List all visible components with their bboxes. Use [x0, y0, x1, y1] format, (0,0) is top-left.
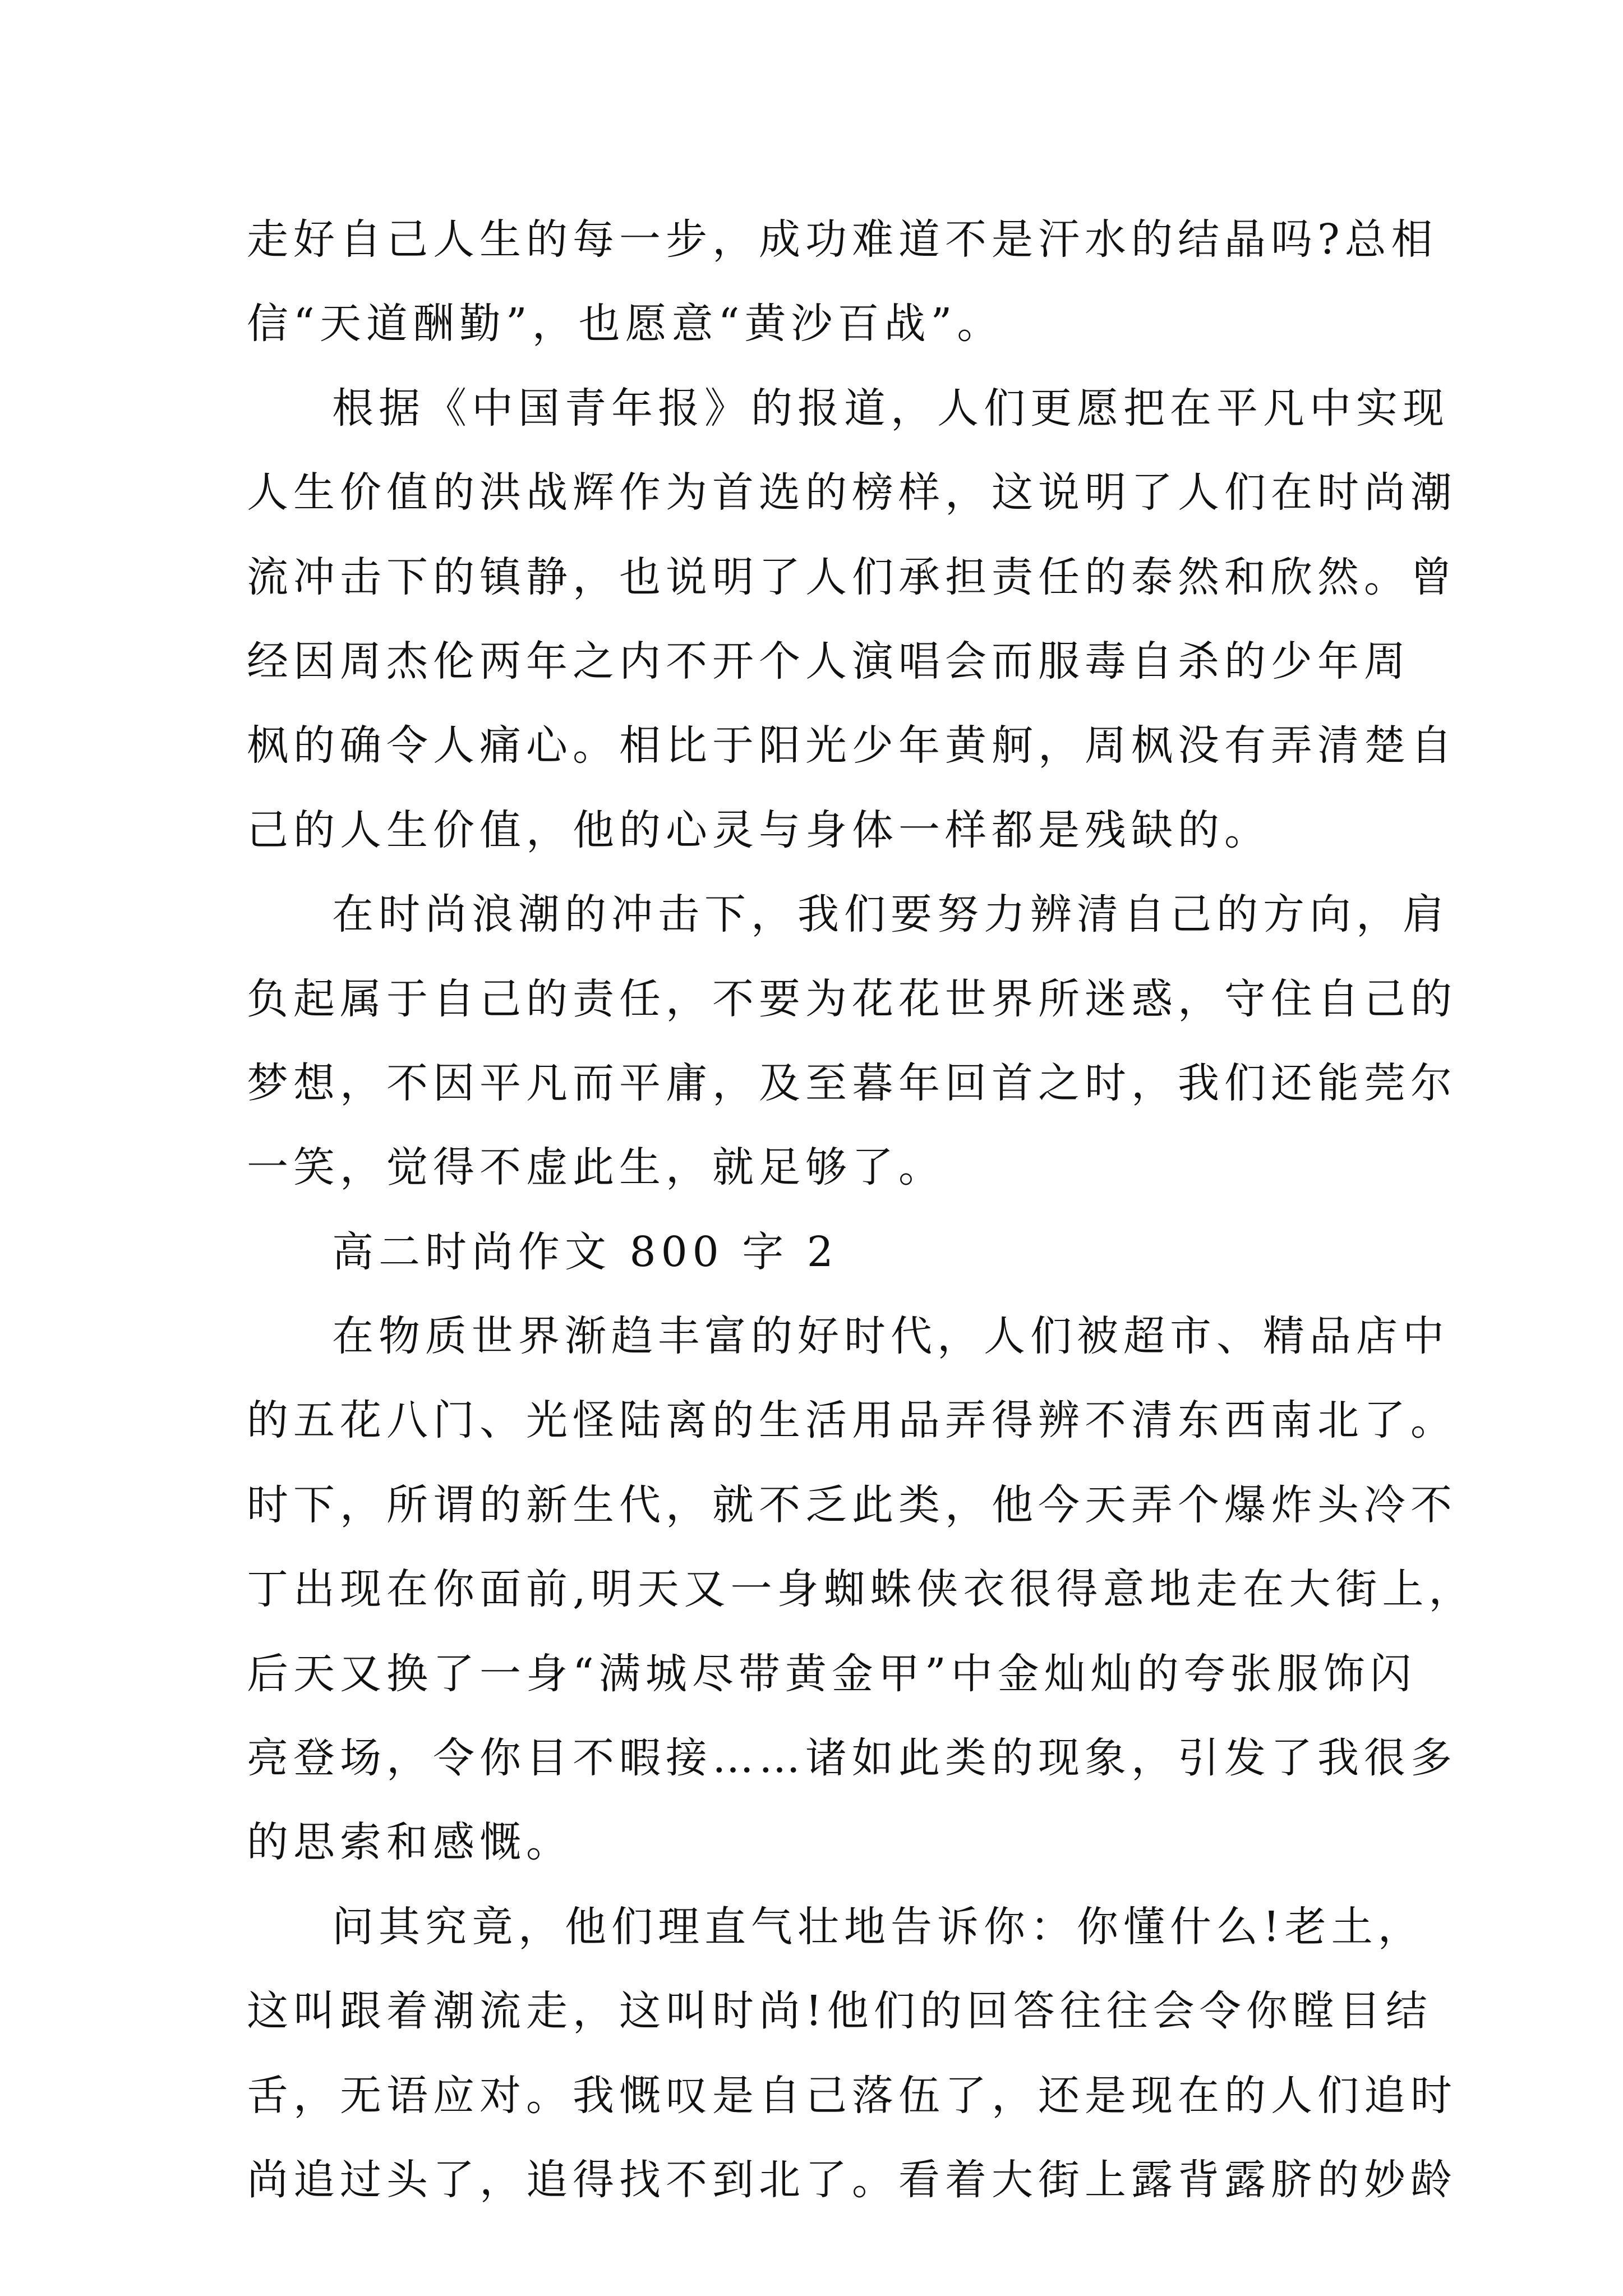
paragraph-line-indented: 根据《中国青年报》的报道，人们更愿把在平凡中实现 [332, 384, 1449, 432]
section-heading: 高二时尚作文 800 字 2 [332, 1227, 838, 1276]
paragraph-line: 走好自己人生的每一步，成功难道不是汗水的结晶吗?总相 [247, 215, 1438, 264]
paragraph-line: 时下，所谓的新生代，就不乏此类，他今天弄个爆炸头冷不 [247, 1480, 1457, 1529]
paragraph-line: 经因周杰伦两年之内不开个人演唱会而服毒自杀的少年周 [247, 637, 1410, 685]
paragraph-line: 的五花八门、光怪陆离的生活用品弄得辨不清东西南北了。 [247, 1396, 1457, 1445]
paragraph-line: 舌，无语应对。我慨叹是自己落伍了，还是现在的人们追时 [247, 2071, 1457, 2120]
paragraph-line-indented: 问其究竟，他们理直气壮地告诉你：你懂什么!老土， [332, 1902, 1424, 1951]
paragraph-line: 一笑，觉得不虚此生，就足够了。 [247, 1143, 945, 1192]
paragraph-line: 这叫跟着潮流走，这叫时尚!他们的回答往往会令你瞠目结 [247, 1987, 1432, 2036]
paragraph-line: 的思索和感慨。 [247, 1818, 573, 1867]
paragraph-line: 信“天道酬勤”，也愿意“黄沙百战”。 [247, 300, 1004, 348]
paragraph-line: 梦想，不因平凡而平庸，及至暮年回首之时，我们还能莞尔 [247, 1059, 1457, 1107]
paragraph-line-indented: 在物质世界渐趋丰富的好时代，人们被超市、精品店中 [332, 1312, 1449, 1361]
paragraph-line-indented: 在时尚浪潮的冲击下，我们要努力辨清自己的方向，肩 [332, 890, 1449, 939]
paragraph-line: 己的人生价值，他的心灵与身体一样都是残缺的。 [247, 806, 1271, 854]
paragraph-line: 尚追过头了，追得找不到北了。看着大街上露背露脐的妙龄 [247, 2155, 1457, 2204]
paragraph-line: 负起属于自己的责任，不要为花花世界所迷惑，守住自己的 [247, 974, 1457, 1023]
paragraph-line: 后天又换了一身“满城尽带黄金甲”中金灿灿的夸张服饰闪 [247, 1649, 1417, 1698]
document-body [247, 197, 1476, 2222]
paragraph-line: 枫的确令人痛心。相比于阳光少年黄舸，周枫没有弄清楚自 [247, 721, 1457, 770]
paragraph-line: 人生价值的洪战辉作为首选的榜样，这说明了人们在时尚潮 [247, 468, 1457, 517]
paragraph-line: 流冲击下的镇静，也说明了人们承担责任的泰然和欣然。曾 [247, 553, 1457, 601]
paragraph-line: 亮登场，令你目不暇接……诸如此类的现象，引发了我很多 [247, 1734, 1457, 1783]
paragraph-line: 丁出现在你面前,明天又一身蜘蛛侠衣很得意地走在大街上， [247, 1565, 1476, 1614]
